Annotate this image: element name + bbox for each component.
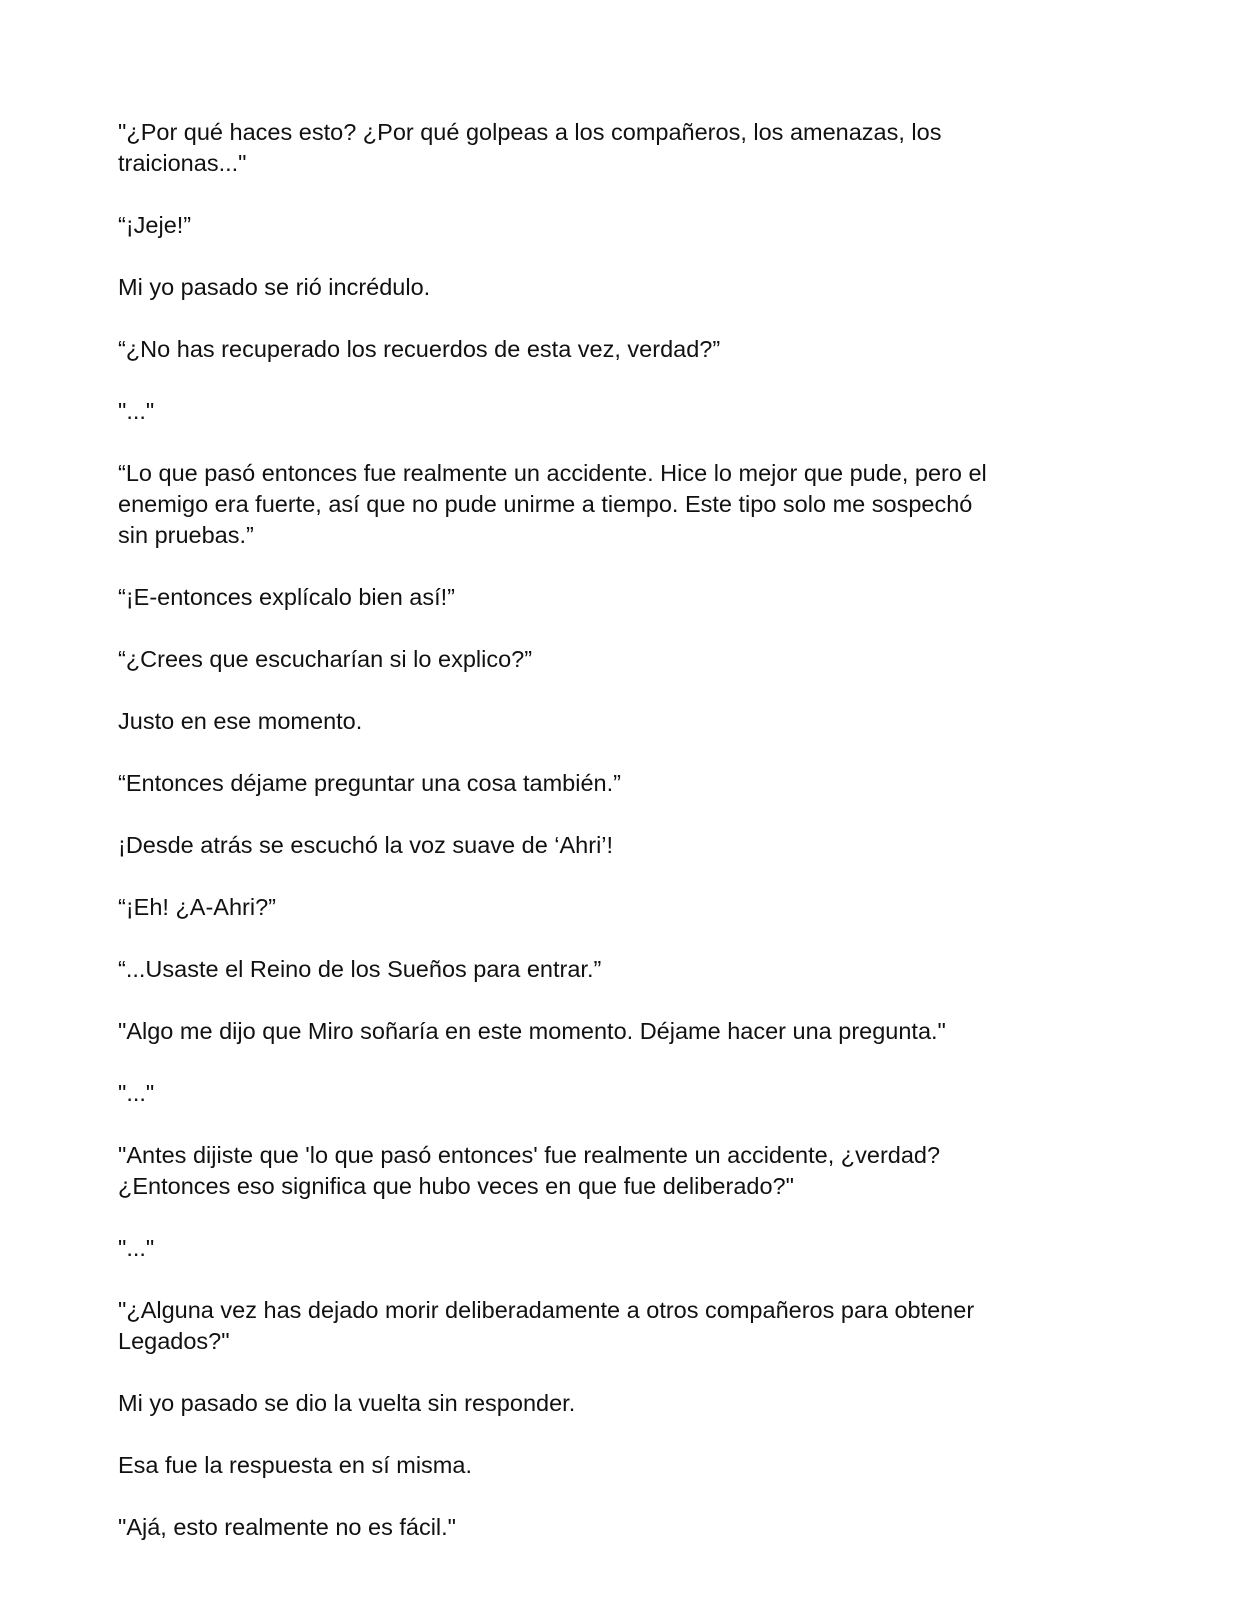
text-line: “Entonces déjame preguntar una cosa también.” xyxy=(118,770,621,796)
text-line: "¿Por qué haces esto? ¿Por qué golpeas a los compañeros, los amenazas, los xyxy=(118,119,942,145)
paragraph xyxy=(118,768,1101,799)
text-line: "¿Alguna vez has dejado morir deliberadamente a otros compañeros para obtener xyxy=(118,1297,975,1323)
paragraph xyxy=(118,1016,1101,1047)
text-line: “¡Jeje!” xyxy=(118,212,192,238)
paragraph xyxy=(118,1233,1101,1264)
text-line: Esa fue la respuesta en sí misma. xyxy=(118,1452,472,1478)
text-line: ¡Desde atrás se escuchó la voz suave de ‘Ahri’! xyxy=(118,832,614,858)
text-line: "Antes dijiste que 'lo que pasó entonces' fue realmente un accidente, ¿verdad? xyxy=(118,1142,941,1168)
text-line: traicionas..." xyxy=(118,150,247,176)
text-line: Mi yo pasado se dio la vuelta sin responder. xyxy=(118,1390,576,1416)
paragraph xyxy=(118,1078,1101,1109)
paragraph xyxy=(118,117,1101,179)
paragraph xyxy=(118,1450,1101,1481)
text-line: Justo en ese momento. xyxy=(118,708,363,734)
paragraph xyxy=(118,1388,1101,1419)
paragraph xyxy=(118,396,1101,427)
paragraph xyxy=(118,458,1101,551)
paragraph xyxy=(118,210,1101,241)
text-line: Legados?" xyxy=(118,1328,230,1354)
text-line: sin pruebas.” xyxy=(118,522,254,548)
text-line: "Ajá, esto realmente no es fácil." xyxy=(118,1514,457,1540)
paragraph xyxy=(118,272,1101,303)
text-line: ¿Entonces eso significa que hubo veces en que fue deliberado?" xyxy=(118,1173,794,1199)
text-line: “¡Eh! ¿A-Ahri?” xyxy=(118,894,276,920)
paragraph xyxy=(118,644,1101,675)
text-line: Mi yo pasado se rió incrédulo. xyxy=(118,274,431,300)
paragraph xyxy=(118,1512,1101,1543)
paragraph xyxy=(118,1295,1101,1357)
paragraph xyxy=(118,954,1101,985)
paragraph xyxy=(118,892,1101,923)
paragraph xyxy=(118,706,1101,737)
text-line: “...Usaste el Reino de los Sueños para entrar.” xyxy=(118,956,602,982)
text-line: "..." xyxy=(118,1235,155,1261)
text-line: "..." xyxy=(118,1080,155,1106)
text-line: "Algo me dijo que Miro soñaría en este momento. Déjame hacer una pregunta." xyxy=(118,1018,946,1044)
paragraph xyxy=(118,1140,1101,1202)
text-line: “¿No has recuperado los recuerdos de esta vez, verdad?” xyxy=(118,336,721,362)
text-line: “Lo que pasó entonces fue realmente un accidente. Hice lo mejor que pude, pero el xyxy=(118,460,987,486)
document-body xyxy=(118,117,1101,1543)
text-line: enemigo era fuerte, así que no pude unirme a tiempo. Este tipo solo me sospechó xyxy=(118,491,973,517)
paragraph xyxy=(118,334,1101,365)
text-line: “¡E-entonces explícalo bien así!” xyxy=(118,584,455,610)
text-line: "..." xyxy=(118,398,155,424)
text-line: “¿Crees que escucharían si lo explico?” xyxy=(118,646,533,672)
paragraph xyxy=(118,582,1101,613)
paragraph xyxy=(118,830,1101,861)
